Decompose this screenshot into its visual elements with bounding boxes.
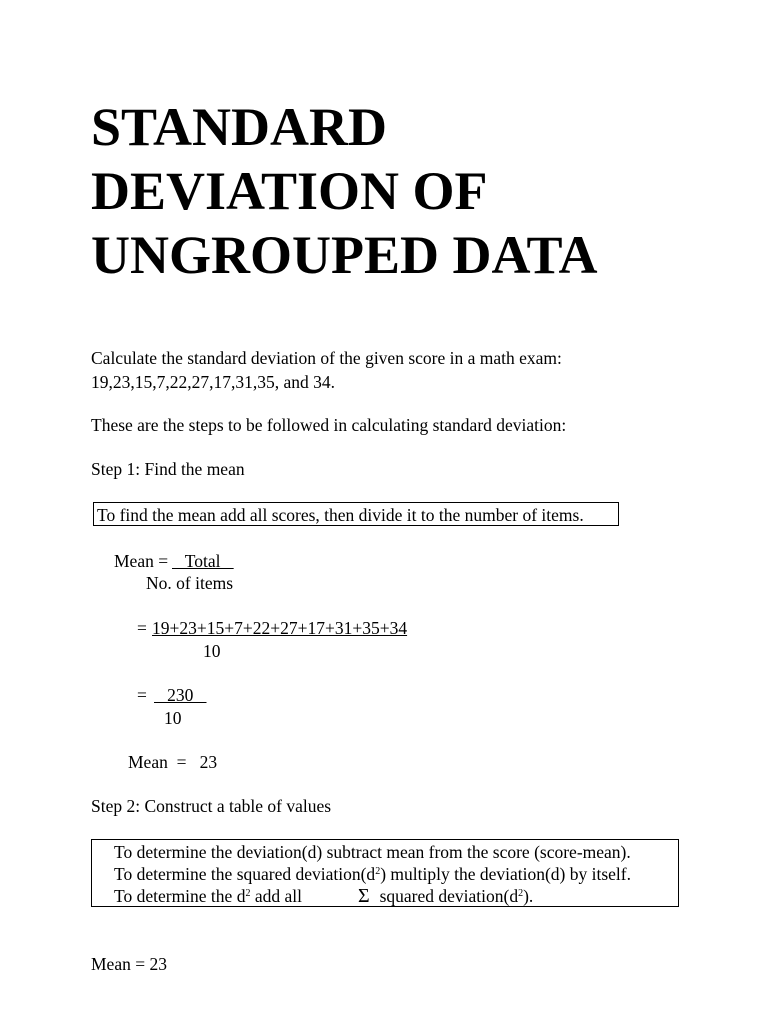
title-line-3: UNGROUPED DATA	[91, 225, 598, 285]
eq1-denominator: 10	[203, 641, 221, 661]
title-line-1: STANDARD	[91, 97, 388, 157]
squared-superscript: 2	[245, 888, 251, 899]
step1-instruction-text: To find the mean add all scores, then divide it to the number of items.	[97, 505, 584, 525]
sigma-symbol: Σ	[357, 885, 370, 907]
step2-line3-text-d: ).	[523, 886, 534, 906]
eq2-numerator: 230	[154, 685, 207, 705]
eq1-prefix: =	[137, 618, 152, 638]
eq1-numerator: 19+23+15+7+22+27+17+31+35+34	[152, 618, 408, 638]
step1-heading: Step 1: Find the mean	[91, 459, 245, 479]
mean-result: Mean = 23	[128, 752, 218, 772]
step2-line3-text-a: To determine the d	[114, 886, 246, 906]
step2-line2-text-b: ) multiply the deviation(d) by itself.	[380, 864, 631, 884]
footer-mean: Mean = 23	[91, 954, 167, 974]
step2-box-line-2	[114, 863, 631, 885]
step2-line3-text-b: add all	[250, 886, 302, 906]
step2-line2-text-a: To determine the squared deviation(d	[114, 864, 376, 884]
step2-box-line-3	[114, 885, 533, 907]
eq2-denominator: 10	[164, 708, 182, 728]
squared-superscript: 2	[518, 888, 524, 899]
step2-box-line-1: To determine the deviation(d) subtract mean from the score (score-mean).	[114, 842, 631, 862]
squared-superscript: 2	[375, 866, 381, 877]
step1-instruction-box	[93, 502, 619, 526]
intro-line-1: Calculate the standard deviation of the given score in a math exam:	[91, 348, 562, 368]
document-title	[91, 95, 651, 287]
mean-numerator: Total	[172, 551, 234, 571]
steps-intro: These are the steps to be followed in calculating standard deviation:	[91, 415, 567, 435]
step2-instruction-box	[91, 839, 679, 907]
intro-line-2: 19,23,15,7,22,27,17,31,35, and 34.	[91, 372, 336, 392]
step2-line3-text-c: squared deviation(d	[379, 886, 519, 906]
mean-label: Mean =	[114, 551, 169, 571]
eq2-prefix: =	[137, 685, 152, 705]
mean-denominator: No. of items	[146, 573, 234, 593]
step2-heading: Step 2: Construct a table of values	[91, 796, 332, 816]
title-line-2: DEVIATION OF	[91, 161, 488, 221]
